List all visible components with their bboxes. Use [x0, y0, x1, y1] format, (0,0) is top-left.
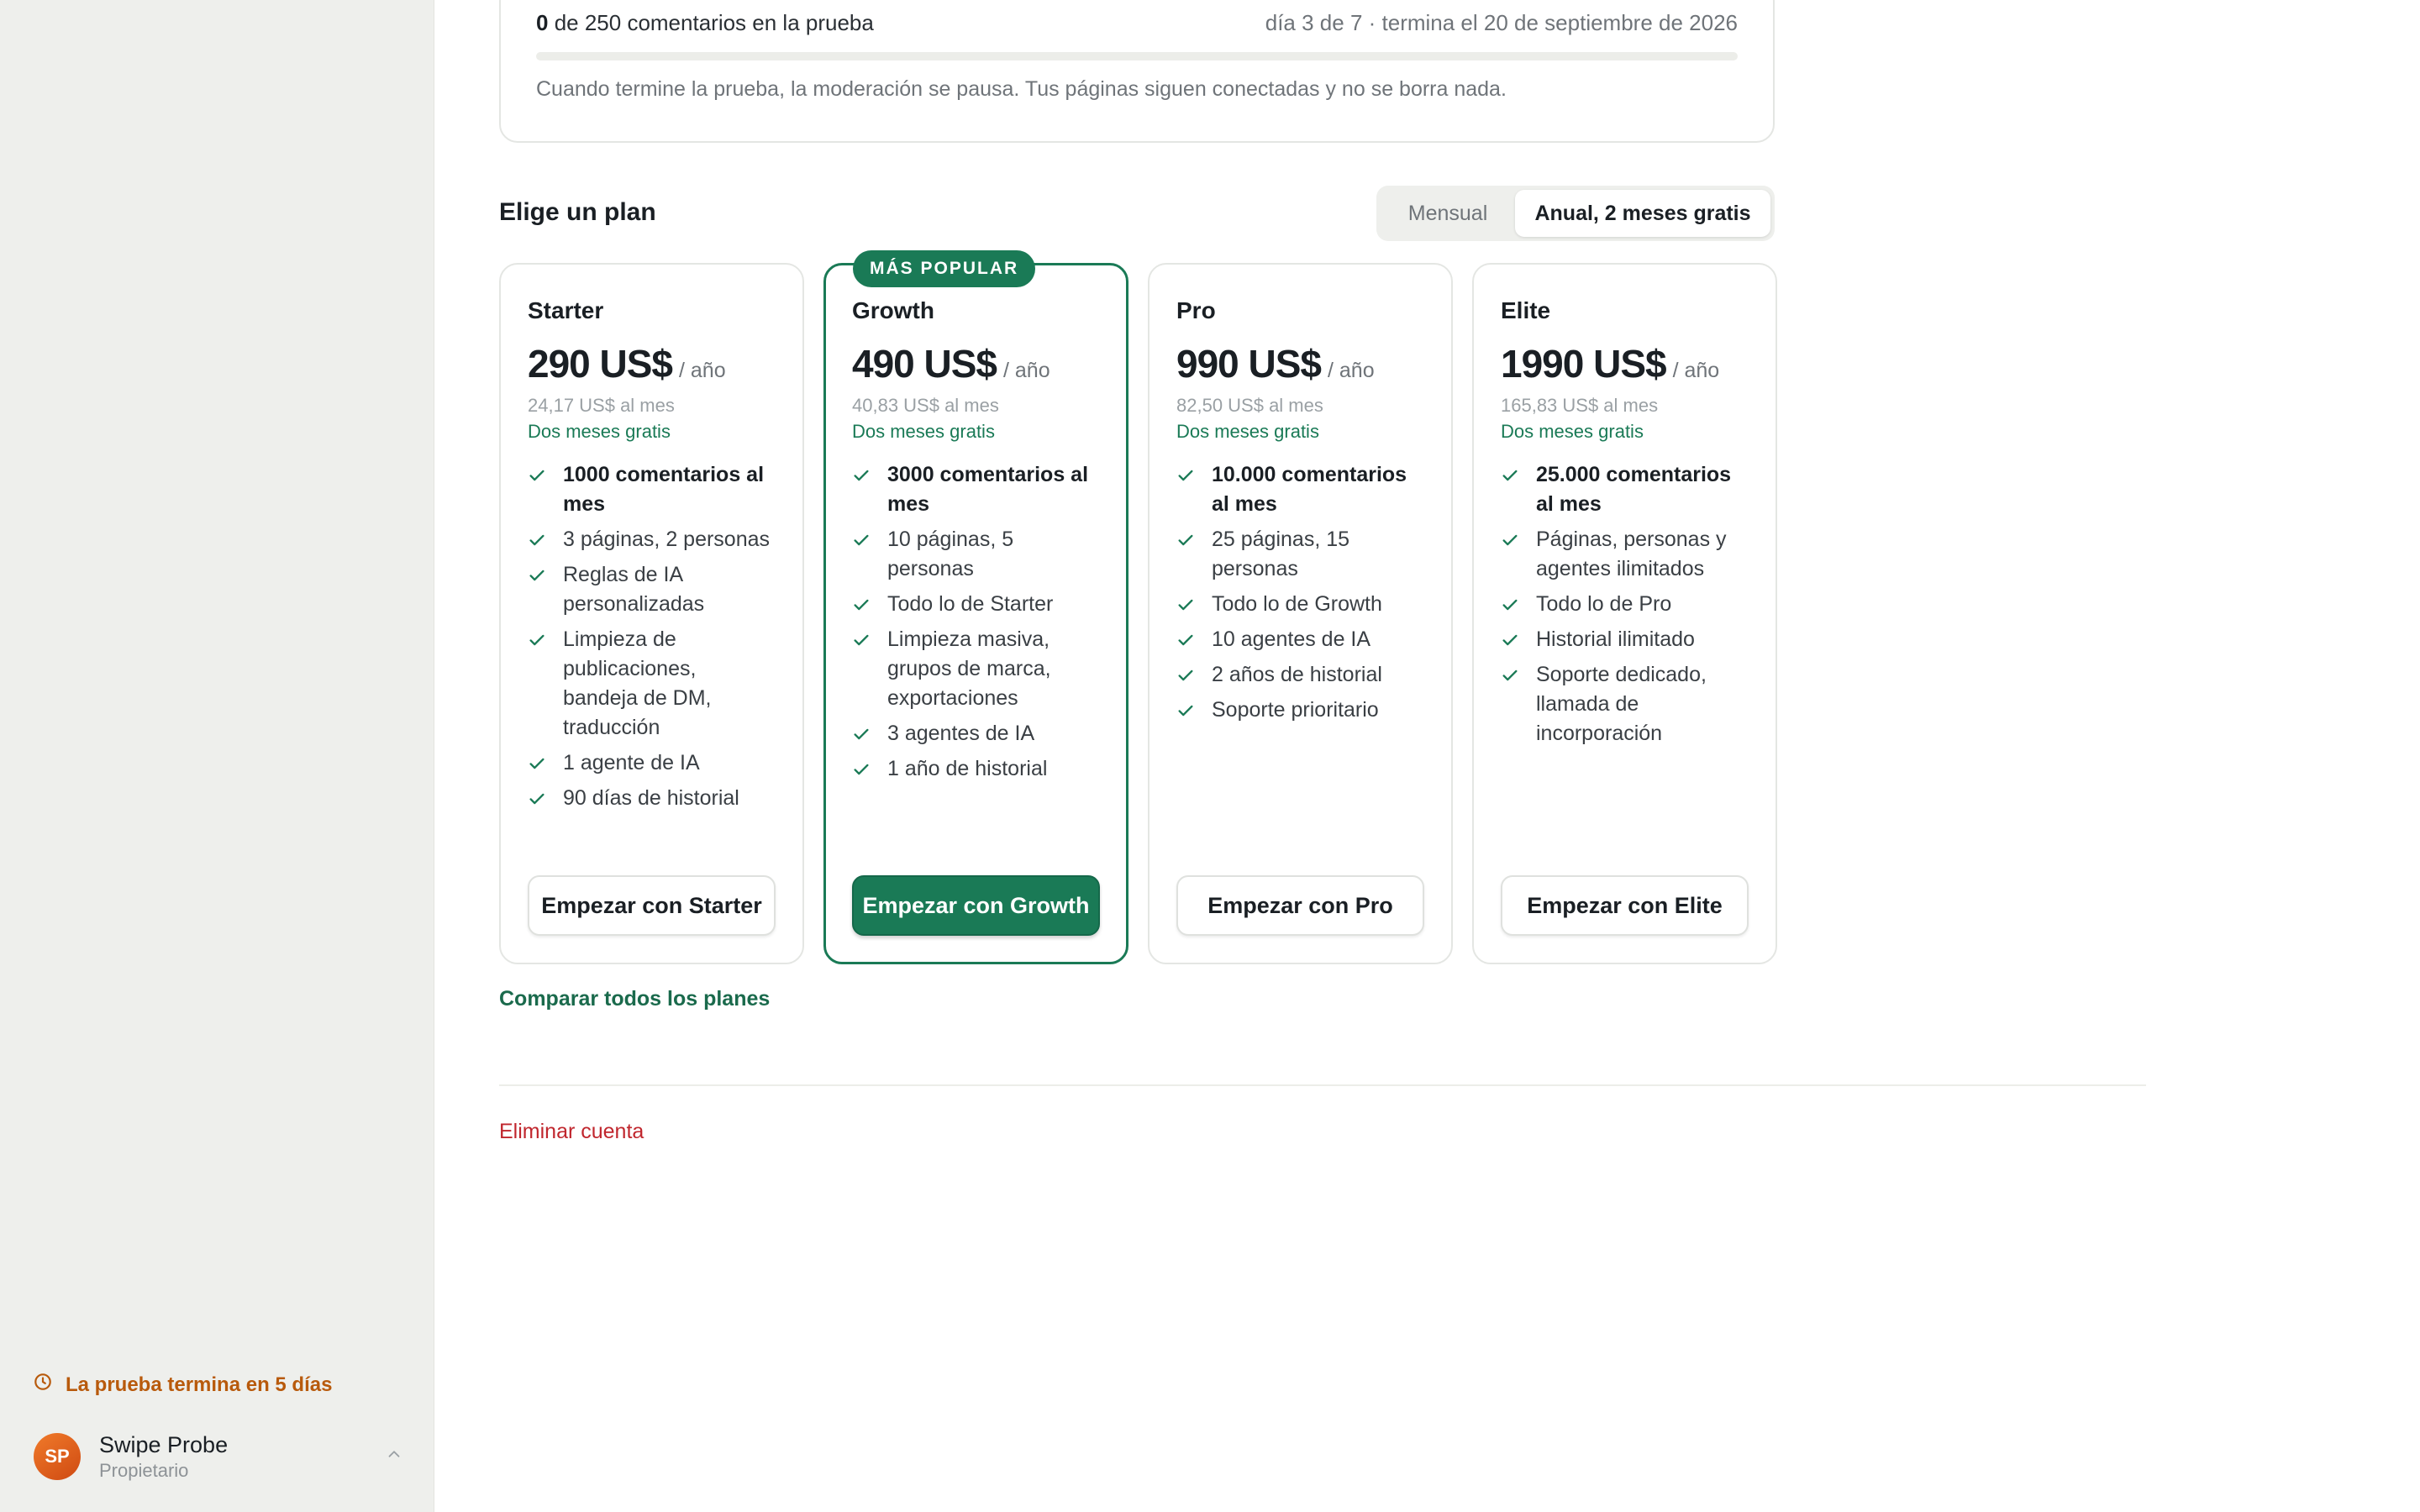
usage-summary [536, 10, 874, 36]
feature-list [852, 460, 1099, 784]
check-icon [528, 460, 550, 490]
feature-text: 2 años de historial [1212, 663, 1382, 686]
feature-text: 10 páginas, 5 personas [887, 528, 1014, 580]
plan-card-starter [499, 263, 804, 964]
check-icon [1176, 525, 1198, 554]
check-icon [1176, 660, 1198, 690]
plan-card-pro [1148, 263, 1453, 964]
plan-period: / año [1328, 359, 1375, 382]
clock-icon [34, 1373, 52, 1397]
plan-monthly-price: 82,50 US$ al mes [1176, 395, 1323, 416]
plan-name: Starter [528, 297, 604, 323]
feature-list [1176, 460, 1424, 725]
usage-label: de 250 comentarios en la prueba [548, 10, 874, 35]
feature-text: 10 agentes de IA [1212, 627, 1371, 651]
feature-item [528, 748, 776, 778]
feature-item [852, 754, 1099, 784]
feature-text: 25 páginas, 15 personas [1212, 528, 1350, 580]
feature-text: Soporte prioritario [1212, 698, 1379, 722]
check-icon [1176, 696, 1198, 725]
feature-text: 25.000 comentarios al mes [1536, 463, 1732, 516]
feature-item [1501, 460, 1749, 519]
usage-count: 0 [536, 10, 549, 35]
feature-item [1176, 525, 1424, 584]
feature-item [852, 590, 1099, 619]
feature-item [1501, 660, 1749, 748]
check-icon [852, 525, 874, 554]
check-icon [528, 560, 550, 590]
plan-monthly-price: 165,83 US$ al mes [1501, 395, 1659, 416]
feature-item [1176, 696, 1424, 725]
feature-text: Limpieza masiva, grupos de marca, exportaciones [887, 627, 1051, 710]
feature-item [1176, 625, 1424, 654]
feature-item [1176, 660, 1424, 690]
plan-card-growth [823, 259, 1128, 964]
trial-days: día 3 de 7 · termina el 20 de septiembre de 2026 [1265, 10, 1738, 35]
plan-monthly-price: 40,83 US$ al mes [852, 395, 999, 416]
plan-period: / año [679, 359, 726, 382]
toggle-monthly[interactable]: Mensual [1407, 201, 1488, 225]
plan-price: 490 US$ [852, 342, 997, 386]
plan-price: 1990 US$ [1501, 342, 1666, 386]
user-name: Swipe Probe [99, 1432, 229, 1457]
check-icon [852, 625, 874, 654]
check-icon [852, 754, 874, 784]
user-menu[interactable] [34, 1430, 403, 1483]
plan-card-elite [1472, 263, 1777, 964]
feature-text: 3 páginas, 2 personas [563, 528, 771, 551]
trial-note: Cuando termine la prueba, la moderación se pausa. Tus páginas siguen conectadas y no se borra nada. [536, 77, 1507, 101]
feature-text: Todo lo de Growth [1212, 592, 1382, 616]
feature-text: Soporte dedicado, llamada de incorporación [1536, 663, 1707, 745]
feature-text: Todo lo de Starter [887, 592, 1054, 616]
trial-warning[interactable] [34, 1373, 332, 1397]
feature-item [852, 719, 1099, 748]
check-icon [528, 784, 550, 813]
start-starter-button[interactable]: Empezar con Starter [528, 875, 776, 936]
plans-title: Elige un plan [499, 198, 656, 226]
plan-name: Growth [852, 297, 934, 323]
plan-name: Elite [1501, 297, 1551, 323]
feature-text: 1000 comentarios al mes [563, 463, 765, 516]
usage-progress-bar [536, 52, 1738, 60]
feature-text: 1 año de historial [887, 757, 1048, 780]
feature-item [528, 460, 776, 519]
feature-item [1501, 525, 1749, 584]
feature-text: 90 días de historial [563, 786, 739, 810]
check-icon [852, 460, 874, 490]
check-icon [1501, 590, 1523, 619]
feature-text: Reglas de IA personalizadas [563, 563, 705, 616]
plan-free-months: Dos meses gratis [852, 421, 995, 442]
check-icon [1501, 460, 1523, 490]
feature-item [1501, 590, 1749, 619]
feature-text: 3 agentes de IA [887, 722, 1035, 745]
feature-text: 1 agente de IA [563, 751, 700, 774]
feature-item [528, 784, 776, 813]
feature-item [1176, 460, 1424, 519]
start-pro-button[interactable]: Empezar con Pro [1176, 875, 1424, 936]
trial-warning-text: La prueba termina en 5 días [66, 1373, 333, 1396]
delete-account-link[interactable]: Eliminar cuenta [499, 1120, 644, 1143]
check-icon [852, 590, 874, 619]
trial-usage-card [499, 0, 1775, 143]
feature-item [528, 625, 776, 743]
plan-period: / año [1672, 359, 1720, 382]
feature-item [1176, 590, 1424, 619]
feature-text: Historial ilimitado [1536, 627, 1695, 651]
plan-period: / año [1003, 359, 1050, 382]
check-icon [1176, 590, 1198, 619]
sidebar [0, 0, 434, 1512]
check-icon [1501, 525, 1523, 554]
feature-item [528, 525, 776, 554]
feature-list [1501, 460, 1749, 748]
feature-item [528, 560, 776, 619]
check-icon [1176, 625, 1198, 654]
plan-price: 290 US$ [528, 342, 673, 386]
toggle-annual[interactable]: Anual, 2 meses gratis [1515, 190, 1770, 237]
feature-text: Páginas, personas y agentes ilimitados [1536, 528, 1727, 580]
divider [499, 1084, 2146, 1086]
check-icon [1501, 660, 1523, 690]
feature-list [528, 460, 776, 813]
feature-text: 10.000 comentarios al mes [1212, 463, 1407, 516]
plan-monthly-price: 24,17 US$ al mes [528, 395, 675, 416]
plan-free-months: Dos meses gratis [1501, 421, 1644, 442]
start-growth-button[interactable]: Empezar con Growth [852, 875, 1100, 936]
billing-toggle [1376, 186, 1775, 241]
start-elite-button[interactable]: Empezar con Elite [1501, 875, 1749, 936]
chevron-up-icon[interactable] [385, 1445, 403, 1467]
feature-item [852, 625, 1099, 713]
check-icon [1501, 625, 1523, 654]
user-role: Propietario [99, 1460, 189, 1481]
check-icon [528, 525, 550, 554]
check-icon [852, 719, 874, 748]
plan-name: Pro [1176, 297, 1216, 323]
avatar: SP [34, 1433, 81, 1480]
feature-item [1501, 625, 1749, 654]
plan-price: 990 US$ [1176, 342, 1322, 386]
compare-plans-link[interactable]: Comparar todos los planes [499, 987, 771, 1011]
check-icon [1176, 460, 1198, 490]
feature-item [852, 460, 1099, 519]
feature-text: Todo lo de Pro [1536, 592, 1672, 616]
feature-text: Limpieza de publicaciones, bandeja de DM, traducción [563, 627, 712, 739]
plan-free-months: Dos meses gratis [528, 421, 671, 442]
feature-text: 3000 comentarios al mes [887, 463, 1089, 516]
feature-item [852, 525, 1099, 584]
check-icon [528, 748, 550, 778]
popular-badge: MÁS POPULAR [853, 250, 1035, 287]
check-icon [528, 625, 550, 654]
plan-free-months: Dos meses gratis [1176, 421, 1319, 442]
